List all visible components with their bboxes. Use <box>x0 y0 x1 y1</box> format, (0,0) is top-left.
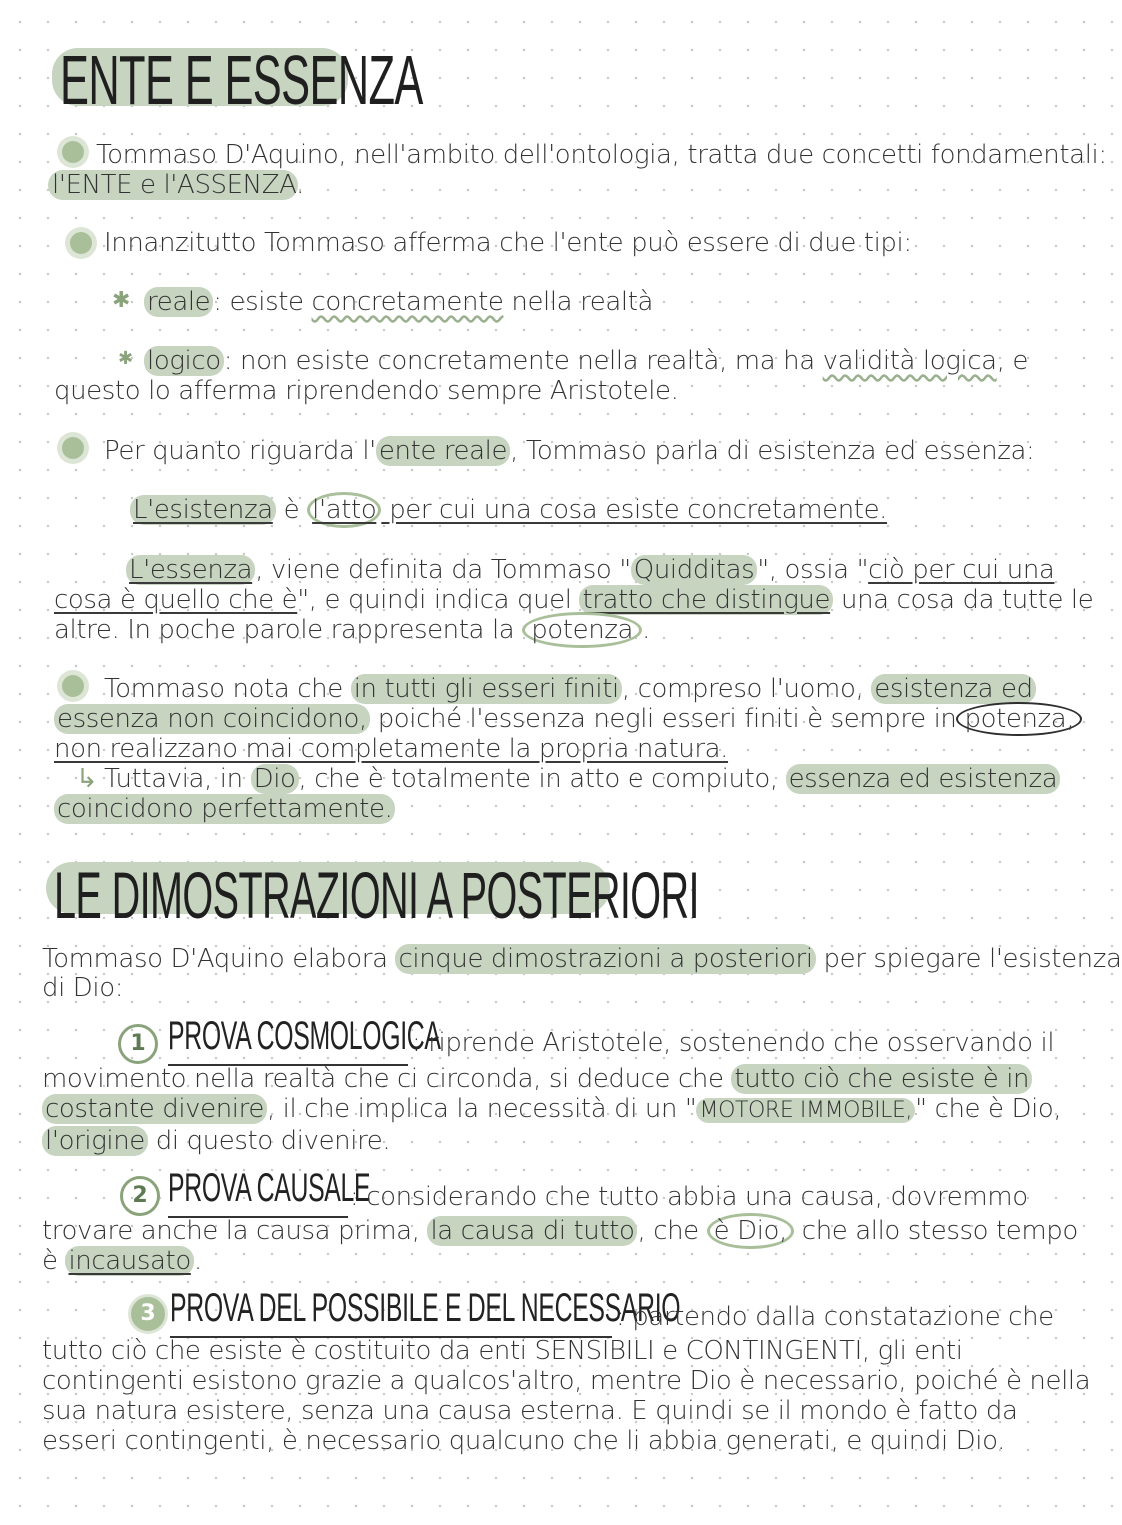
section-title-ente-essenza: ENTE E ESSENZA <box>60 41 423 119</box>
p4-line1: Tommaso nota che in tutti gli esseri finiti , compreso l'uomo, esistenza ed <box>104 674 1036 704</box>
prova1-label-wrap <box>168 1014 441 1066</box>
prova1-line3: costante divenire , il che implica la necessità di un " MOTORE IMMOBILE, " che è Dio, <box>42 1094 1061 1126</box>
reale-term: reale <box>144 287 213 317</box>
number-3-icon: 3 <box>128 1294 168 1334</box>
prova3-label-wrap <box>170 1286 681 1338</box>
prova1-label: PROVA COSMOLOGICA <box>168 1014 441 1058</box>
prova1-line2: movimento nella realtà che ci circonda, si deduce che tutto ciò che esiste è in <box>42 1064 1032 1094</box>
essenza-term: L'essenza <box>126 555 255 585</box>
essenza-line1: L'essenza , viene definita da Tommaso " Quidditas ", ossia "ciò per cui una <box>126 555 1054 585</box>
prova1-line1: : riprende Aristotele, sostenendo che osservando il <box>412 1028 1055 1058</box>
logico-line1: logico : non esiste concretamente nella realtà, ma ha validità logica, e <box>144 346 1028 376</box>
section-title-dimostrazioni: LE DIMOSTRAZIONI A POSTERIORI <box>54 858 699 932</box>
return-arrow-icon: ↳ <box>76 764 98 794</box>
intro-line2: di Dio: <box>42 973 124 1003</box>
number-2-icon: 2 <box>120 1176 160 1216</box>
p3-line: Per quanto riguarda l' ente reale , Tommaso parla di esistenza ed essenza: <box>104 436 1035 466</box>
essenza-line2: cosa è quello che è", e quindi indica quel tratto che distingue una cosa da tutte le <box>54 585 1094 615</box>
prova3-line1: : partendo dalla constatazione che <box>616 1302 1054 1332</box>
p1-line2: l'ENTE e l'ASSENZA. <box>52 170 304 200</box>
prova3-line5: esseri contingenti, è necessario qualcuno che li abbia generati, e quindi Dio. <box>42 1426 1006 1456</box>
prova2-line1: : considerando che tutto abbia una causa, dovremmo <box>350 1182 1028 1212</box>
reale-line: reale : esiste concretamente nella realtà <box>144 287 653 317</box>
p2-text: Innanzitutto Tommaso afferma che l'ente può essere di due tipi: <box>104 228 912 258</box>
prova2-line3: è incausato . <box>42 1246 202 1276</box>
esistenza-term: L'esistenza <box>130 495 276 525</box>
prova3-line3: contingenti esistono grazie a qualcos'altro, mentre Dio è necessario, poiché è nella <box>42 1366 1091 1396</box>
p4-line2: essenza non coincidono, poiché l'essenza negli esseri finiti è sempre in potenza, <box>54 704 1082 734</box>
intro-line1: Tommaso D'Aquino elabora cinque dimostrazioni a posteriori per spiegare l'esistenza <box>42 944 1122 974</box>
prova3-line4: sua natura esistere, senza una causa esterna. E quindi se il mondo è fatto da <box>42 1396 1018 1426</box>
bullet-dot-icon <box>62 437 84 459</box>
asterisk-icon: ✱ <box>112 288 131 313</box>
bullet-dot-icon <box>62 675 84 697</box>
number-1-icon: 1 <box>118 1024 158 1064</box>
prova2-line2: trovare anche la causa prima, la causa di tutto , che è Dio, che allo stesso tempo <box>42 1216 1078 1246</box>
prova2-label-wrap <box>168 1166 371 1218</box>
p4-line5: coincidono perfettamente. <box>54 794 395 824</box>
prova2-label: PROVA CAUSALE <box>168 1166 371 1210</box>
essenza-line3: altre. In poche parole rappresenta la potenza . <box>54 615 650 645</box>
p4-line3: non realizzano mai completamente la propria natura. <box>54 734 729 764</box>
logico-term: logico <box>144 346 224 376</box>
asterisk-icon: ✱ <box>118 348 134 369</box>
esistenza-line: L'esistenza è l'atto per cui una cosa esiste concretamente. <box>130 495 887 525</box>
prova1-line4: l'origine di questo divenire. <box>42 1126 390 1156</box>
bullet-dot-icon <box>70 232 92 254</box>
prova3-label: PROVA DEL POSSIBILE E DEL NECESSARIO <box>170 1286 681 1330</box>
prova3-line2: tutto ciò che esiste è costituito da enti SENSIBILI e CONTINGENTI, gli enti <box>42 1336 963 1366</box>
logico-line2: questo lo afferma riprendendo sempre Aristotele. <box>54 376 679 406</box>
p4-line4: Tuttavia, in Dio , che è totalmente in atto e compiuto, essenza ed esistenza <box>104 764 1060 794</box>
bullet-dot-icon <box>62 141 84 163</box>
p1-line1: Tommaso D'Aquino, nell'ambito dell'ontologia, tratta due concetti fondamentali: <box>96 140 1107 170</box>
